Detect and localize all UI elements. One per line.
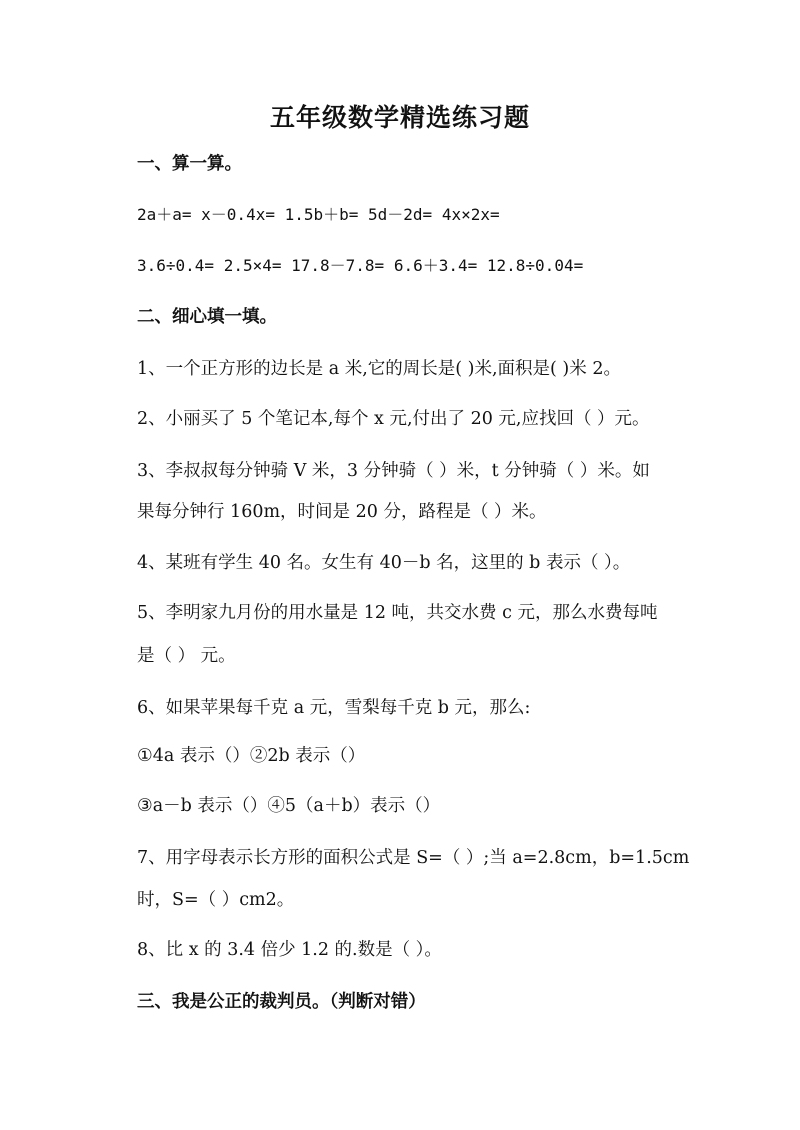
question-6-line-2: ①4a 表示（）②2b 表示（） xyxy=(137,746,366,766)
question-2: 2、小丽买了 5 个笔记本,每个 x 元,付出了 20 元,应找回（ ）元。 xyxy=(137,409,650,429)
question-4: 4、某班有学生 40 名。女生有 40－b 名，这里的 b 表示（ ）。 xyxy=(137,553,631,573)
section-3-heading: 三、我是公正的裁判员。（判断对错） xyxy=(137,992,426,1012)
question-5-line-1: 5、李明家九月份的用水量是 12 吨，共交水费 c 元，那么水费每吨 xyxy=(137,603,658,623)
question-6: 6、如果苹果每千克 a 元，雪梨每千克 b 元，那么: xyxy=(137,698,531,718)
question-7-line-2: 时，S=（ ）cm2。 xyxy=(137,890,295,910)
question-6-line-3: ③a－b 表示（）④5（a＋b）表示（） xyxy=(137,796,441,816)
section-2-heading: 二、细心填一填。 xyxy=(137,307,277,327)
page-title: 五年级数学精选练习题 xyxy=(269,103,530,132)
question-7-line-1: 7、用字母表示长方形的面积公式是 S=（ ）;当 a=2.8cm，b=1.5cm xyxy=(137,848,690,868)
section-1-heading: 一、算一算。 xyxy=(137,154,242,174)
question-8: 8、比 x 的 3.4 倍少 1.2 的.数是（ ）。 xyxy=(137,940,442,960)
question-3-line-2: 果每分钟行 160m，时间是 20 分，路程是（ ）米。 xyxy=(137,502,547,522)
question-5-line-2: 是（ ） 元。 xyxy=(137,646,236,666)
calc-row-1: 2a＋a= x－0.4x= 1.5b＋b= 5d－2d= 4x×2x= xyxy=(137,205,500,224)
question-1: 1、一个正方形的边长是 a 米,它的周长是( )米,面积是( )米 2。 xyxy=(137,359,621,379)
question-3-line-1: 3、李叔叔每分钟骑 V 米，3 分钟骑（ ）米，t 分钟骑（ ）米。如 xyxy=(137,461,650,481)
calc-row-2: 3.6÷0.4= 2.5×4= 17.8－7.8= 6.6＋3.4= 12.8÷0.04= xyxy=(137,256,584,275)
